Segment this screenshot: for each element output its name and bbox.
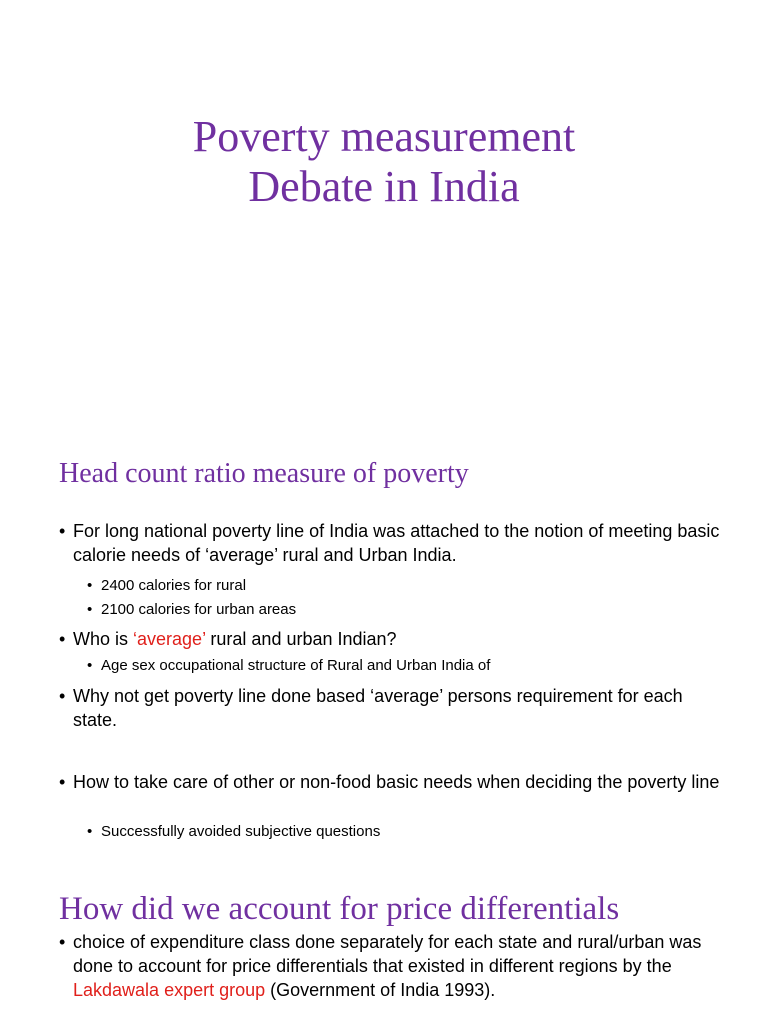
bullet-state-poverty-line	[59, 684, 727, 732]
bullet-glyph: •	[87, 657, 93, 674]
bullet-text: For long national poverty line of India was attached to the notion of meeting basic calorie needs of ‘average’ rural and Urban India.	[73, 521, 720, 565]
bullet-text	[73, 627, 727, 651]
sub-bullet-age-sex-structure	[87, 655, 727, 677]
sub-bullet-subjective-questions	[87, 821, 727, 843]
bullet-text-post: rural and urban Indian?	[205, 629, 397, 649]
bullet-text: How to take care of other or non-food basic needs when deciding the poverty line	[73, 772, 720, 792]
bullet-glyph: •	[87, 577, 93, 594]
sub-bullet-urban-calories	[87, 599, 727, 621]
title-line-1: Poverty measurement	[192, 112, 576, 161]
bullet-text-pre: choice of expenditure class done separately for each state and rural/urban was done to account for price differentials that existed in different regions by the	[73, 932, 702, 976]
bullet-non-food-needs	[59, 770, 727, 794]
bullet-national-poverty-line	[59, 519, 727, 567]
bullet-text-pre: Who is	[73, 629, 134, 649]
bullet-glyph: •	[59, 629, 66, 649]
bullet-text-post: (Government of India 1993).	[265, 980, 496, 1000]
bullet-expenditure-class	[59, 930, 727, 1002]
section-heading-head-count: Head count ratio measure of poverty	[59, 458, 469, 489]
slide-title	[0, 112, 768, 212]
sub-bullet-rural-calories	[87, 575, 727, 597]
bullet-text	[73, 930, 727, 1002]
bullet-text: Why not get poverty line done based ‘average’ persons requirement for each state.	[73, 686, 683, 730]
sub-bullet-text: Successfully avoided subjective questions	[101, 823, 381, 840]
bullet-glyph: •	[59, 932, 66, 952]
bullet-glyph: •	[59, 521, 66, 541]
bullet-glyph: •	[87, 601, 93, 618]
average-highlight: ‘average’	[133, 629, 206, 649]
section-heading-price-differentials: How did we account for price differentials	[59, 891, 620, 927]
bullet-glyph: •	[87, 823, 93, 840]
bullet-glyph: •	[59, 686, 66, 706]
title-line-2: Debate in India	[248, 162, 520, 211]
bullet-who-is-average	[59, 627, 727, 651]
sub-bullet-text: 2400 calories for rural	[101, 577, 247, 594]
sub-bullet-text: 2100 calories for urban areas	[101, 601, 297, 618]
bullet-glyph: •	[59, 772, 66, 792]
sub-bullet-text: Age sex occupational structure of Rural and Urban India of	[101, 657, 491, 674]
lakdawala-highlight: Lakdawala expert group	[73, 980, 266, 1000]
